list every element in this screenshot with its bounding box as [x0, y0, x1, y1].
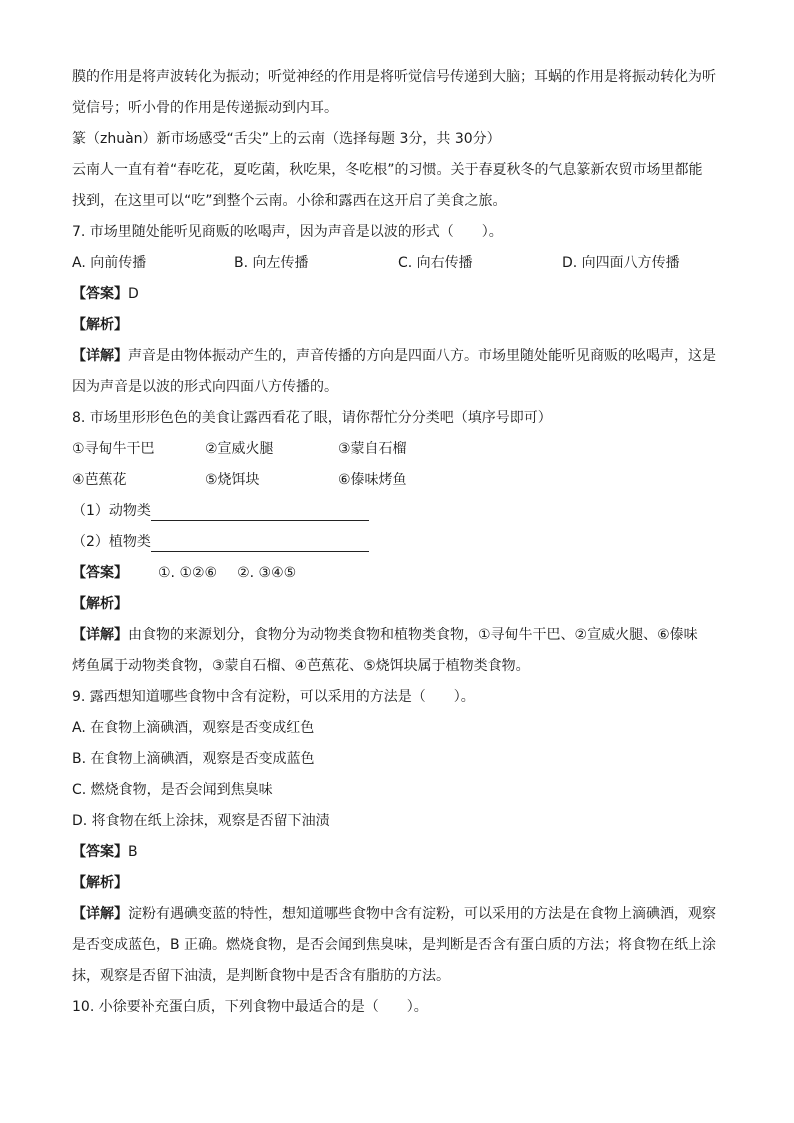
text-line: 觉信号；听小骨的作用是传递振动到内耳。	[72, 100, 338, 116]
option-b: B. 向左传播	[234, 255, 309, 271]
document-page	[72, 62, 722, 1023]
intro-line: 云南人一直有着“春吃花，夏吃菌，秋吃果，冬吃根”的习惯。关于春夏秋冬的气息篆新农贸市场里都能	[72, 162, 703, 178]
answer-value: ②. ③④⑤	[237, 565, 297, 581]
question-10-stem: 10. 小徐要补充蛋白质，下列食物中最适合的是（ ）。	[72, 999, 428, 1015]
blank-plant: （2）植物类	[72, 527, 722, 558]
detail-line: 抹，观察是否留下油渍，是判断食物中是否含有脂肪的方法。	[72, 968, 450, 984]
answer-value: D	[128, 286, 139, 302]
food-item: ⑥傣味烤鱼	[338, 472, 407, 488]
analysis-tag: 【解析】	[72, 596, 128, 612]
answer-value: ①. ①②⑥	[158, 565, 218, 581]
food-item: ②宣威火腿	[205, 441, 274, 457]
answer-tag: 【答案】	[72, 844, 128, 860]
food-item: ①寻甸牛干巴	[72, 441, 155, 457]
analysis-tag: 【解析】	[72, 875, 128, 891]
question-8-items-row2	[72, 465, 722, 496]
detail-tag: 【详解】	[72, 627, 128, 643]
question-8-items-row1	[72, 434, 722, 465]
answer-blank[interactable]	[151, 502, 369, 521]
blank-animal: （1）动物类	[72, 496, 722, 527]
option-a: A. 向前传播	[72, 255, 147, 271]
answer-line	[72, 558, 722, 589]
answer-tag: 【答案】	[72, 565, 128, 581]
question-7-options	[72, 248, 722, 279]
food-item: ④芭蕉花	[72, 472, 127, 488]
answer-line	[72, 837, 722, 868]
intro-line: 找到，在这里可以“吃”到整个云南。小徐和露西在这开启了美食之旅。	[72, 193, 507, 209]
question-7-stem: 7. 市场里随处能听见商贩的吆喝声，因为声音是以波的形式（ ）。	[72, 224, 503, 240]
detail-line: 【详解】淀粉有遇碘变蓝的特性，想知道哪些食物中含有淀粉，可以采用的方法是在食物上滴碘酒，观察	[72, 906, 716, 922]
detail-line: 是否变成蓝色，B 正确。燃烧食物，是否会闻到焦臭味，是判断是否含有蛋白质的方法；将食物在纸上涂	[72, 937, 717, 953]
food-item: ⑤烧饵块	[205, 472, 260, 488]
answer-tag: 【答案】	[72, 286, 128, 302]
detail-tag: 【详解】	[72, 348, 128, 364]
analysis-tag: 【解析】	[72, 317, 128, 333]
detail-line: 【详解】由食物的来源划分，食物分为动物类食物和植物类食物，①寻甸牛干巴、②宣威火腿、⑥傣味	[72, 627, 698, 643]
question-8-stem: 8. 市场里形形色色的美食让露西看花了眼，请你帮忙分分类吧（填序号即可）	[72, 410, 552, 426]
option-c: C. 向右传播	[398, 255, 473, 271]
food-item: ③蒙自石榴	[338, 441, 407, 457]
option-d: D. 向四面八方传播	[562, 255, 680, 271]
text-line: 膜的作用是将声波转化为振动；听觉神经的作用是将听觉信号传递到大脑；耳蜗的作用是将振动转化为听	[72, 69, 716, 85]
detail-line: 烤鱼属于动物类食物，③蒙自石榴、④芭蕉花、⑤烧饵块属于植物类食物。	[72, 658, 530, 674]
answer-value: B	[128, 844, 138, 860]
answer-line	[72, 279, 722, 310]
detail-tag: 【详解】	[72, 906, 128, 922]
option-a: A. 在食物上滴碘酒，观察是否变成红色	[72, 720, 315, 736]
section-title: 篆（zhuàn）新市场感受“舌尖”上的云南（选择每题 3分，共 30分）	[72, 131, 501, 147]
option-d: D. 将食物在纸上涂抹，观察是否留下油渍	[72, 813, 330, 829]
detail-line: 【详解】声音是由物体振动产生的，声音传播的方向是四面八方。市场里随处能听见商贩的吆喝声，这是	[72, 348, 716, 364]
detail-line: 因为声音是以波的形式向四面八方传播的。	[72, 379, 338, 395]
answer-blank[interactable]	[151, 533, 369, 552]
option-b: B. 在食物上滴碘酒，观察是否变成蓝色	[72, 751, 315, 767]
option-c: C. 燃烧食物，是否会闻到焦臭味	[72, 782, 273, 798]
question-9-stem: 9. 露西想知道哪些食物中含有淀粉，可以采用的方法是（ ）。	[72, 689, 475, 705]
